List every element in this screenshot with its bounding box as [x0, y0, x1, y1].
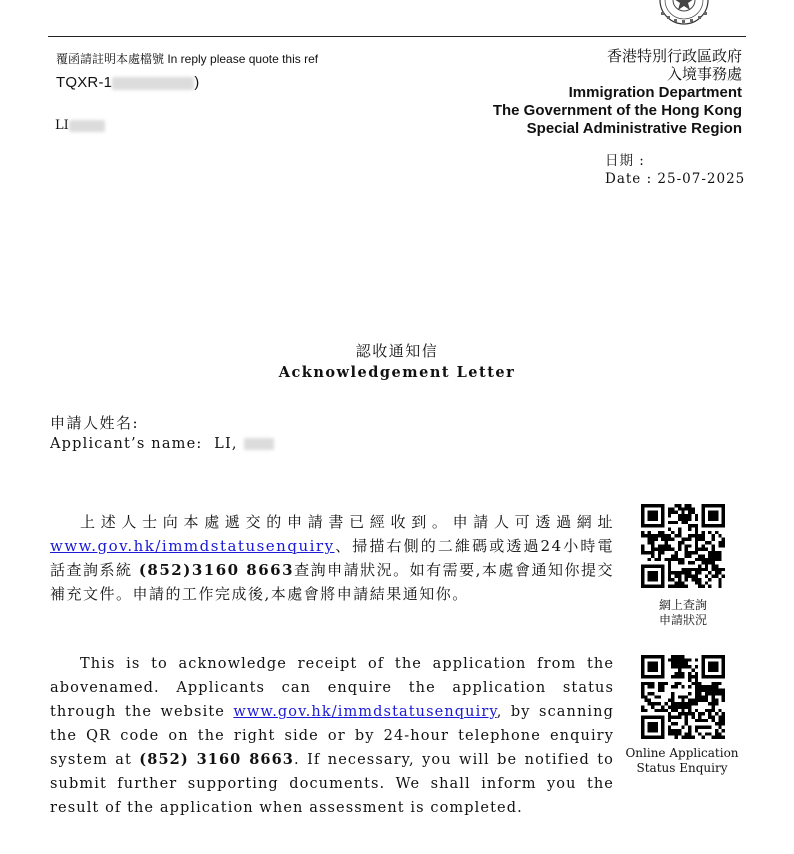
qr-code-icon[interactable] — [641, 655, 725, 739]
enquiry-phone-zh: (852)3160 8663 — [138, 561, 295, 579]
enquiry-phone-en: (852) 3160 8663 — [139, 751, 294, 768]
addressee-name: LI — [55, 118, 105, 133]
body-paragraph-zh: 上述人士向本處遞交的申請書已經收到。申請人可透過網址www.gov.hk/immdstatusenquiry、掃描右側的二維碼或透過24小時電話查詢系統 (852)3160 8663查詢申請狀況。如有需要,本處會通知你提交補充文件。申請的工作完成後,本處會將申請結果通知你。 — [50, 513, 614, 603]
applicant-surname: LI, — [214, 436, 238, 452]
department-en-line-2: The Government of the Hong Kong — [492, 102, 742, 119]
department-zh-line-1: 香港特別行政區政府 — [606, 48, 742, 65]
department-en-line-1: Immigration Department — [568, 84, 742, 101]
date-en: Date : 25-07-2025 — [605, 171, 746, 187]
header-rule — [48, 36, 746, 37]
body-paragraph-en: This is to acknowledge receipt of the application from the abovenamed. Applicants can enquire the application status through the website www.gov.hk/immdstatusenquiry, by scanning the QR code on the right side or by 24-hour telephone enquiry system at (852) 3160 8663. If necessary, you will be notified to submit further supporting documents. We shall inform you the result of the application when assessment is completed. — [50, 656, 614, 816]
date-zh-label: 日期 : — [605, 153, 645, 169]
applicant-name-line: Applicant’s name: LI, — [50, 436, 274, 452]
date-block — [605, 152, 745, 188]
status-enquiry-link-zh[interactable]: www.gov.hk/immdstatusenquiry — [50, 537, 335, 555]
redacted-name — [69, 120, 105, 132]
department-zh-line-2: 入境事務處 — [666, 66, 742, 83]
hksar-emblem-icon — [648, 0, 720, 28]
department-block — [493, 48, 742, 138]
qr-caption-zh: 網上查詢 申請狀況 — [658, 598, 707, 627]
reference-number: TQXR-1 ) — [56, 74, 200, 91]
qr-caption-en: Online Application Status Enquiry — [625, 746, 739, 775]
department-en-line-3: Special Administrative Region — [526, 120, 742, 137]
redacted-reference — [112, 77, 194, 90]
status-enquiry-link-en[interactable]: www.gov.hk/immdstatusenquiry — [233, 704, 497, 720]
qr-code-icon[interactable] — [641, 504, 725, 588]
letter-title-zh: 認收通知信 — [355, 342, 439, 360]
redacted-given-name — [244, 438, 274, 450]
letter-title-en: Acknowledgement Letter — [278, 364, 516, 381]
applicant-label-zh: 申請人姓名: — [50, 414, 140, 432]
reference-label: 覆函請註明本處檔號 In reply please quote this ref — [56, 52, 319, 66]
